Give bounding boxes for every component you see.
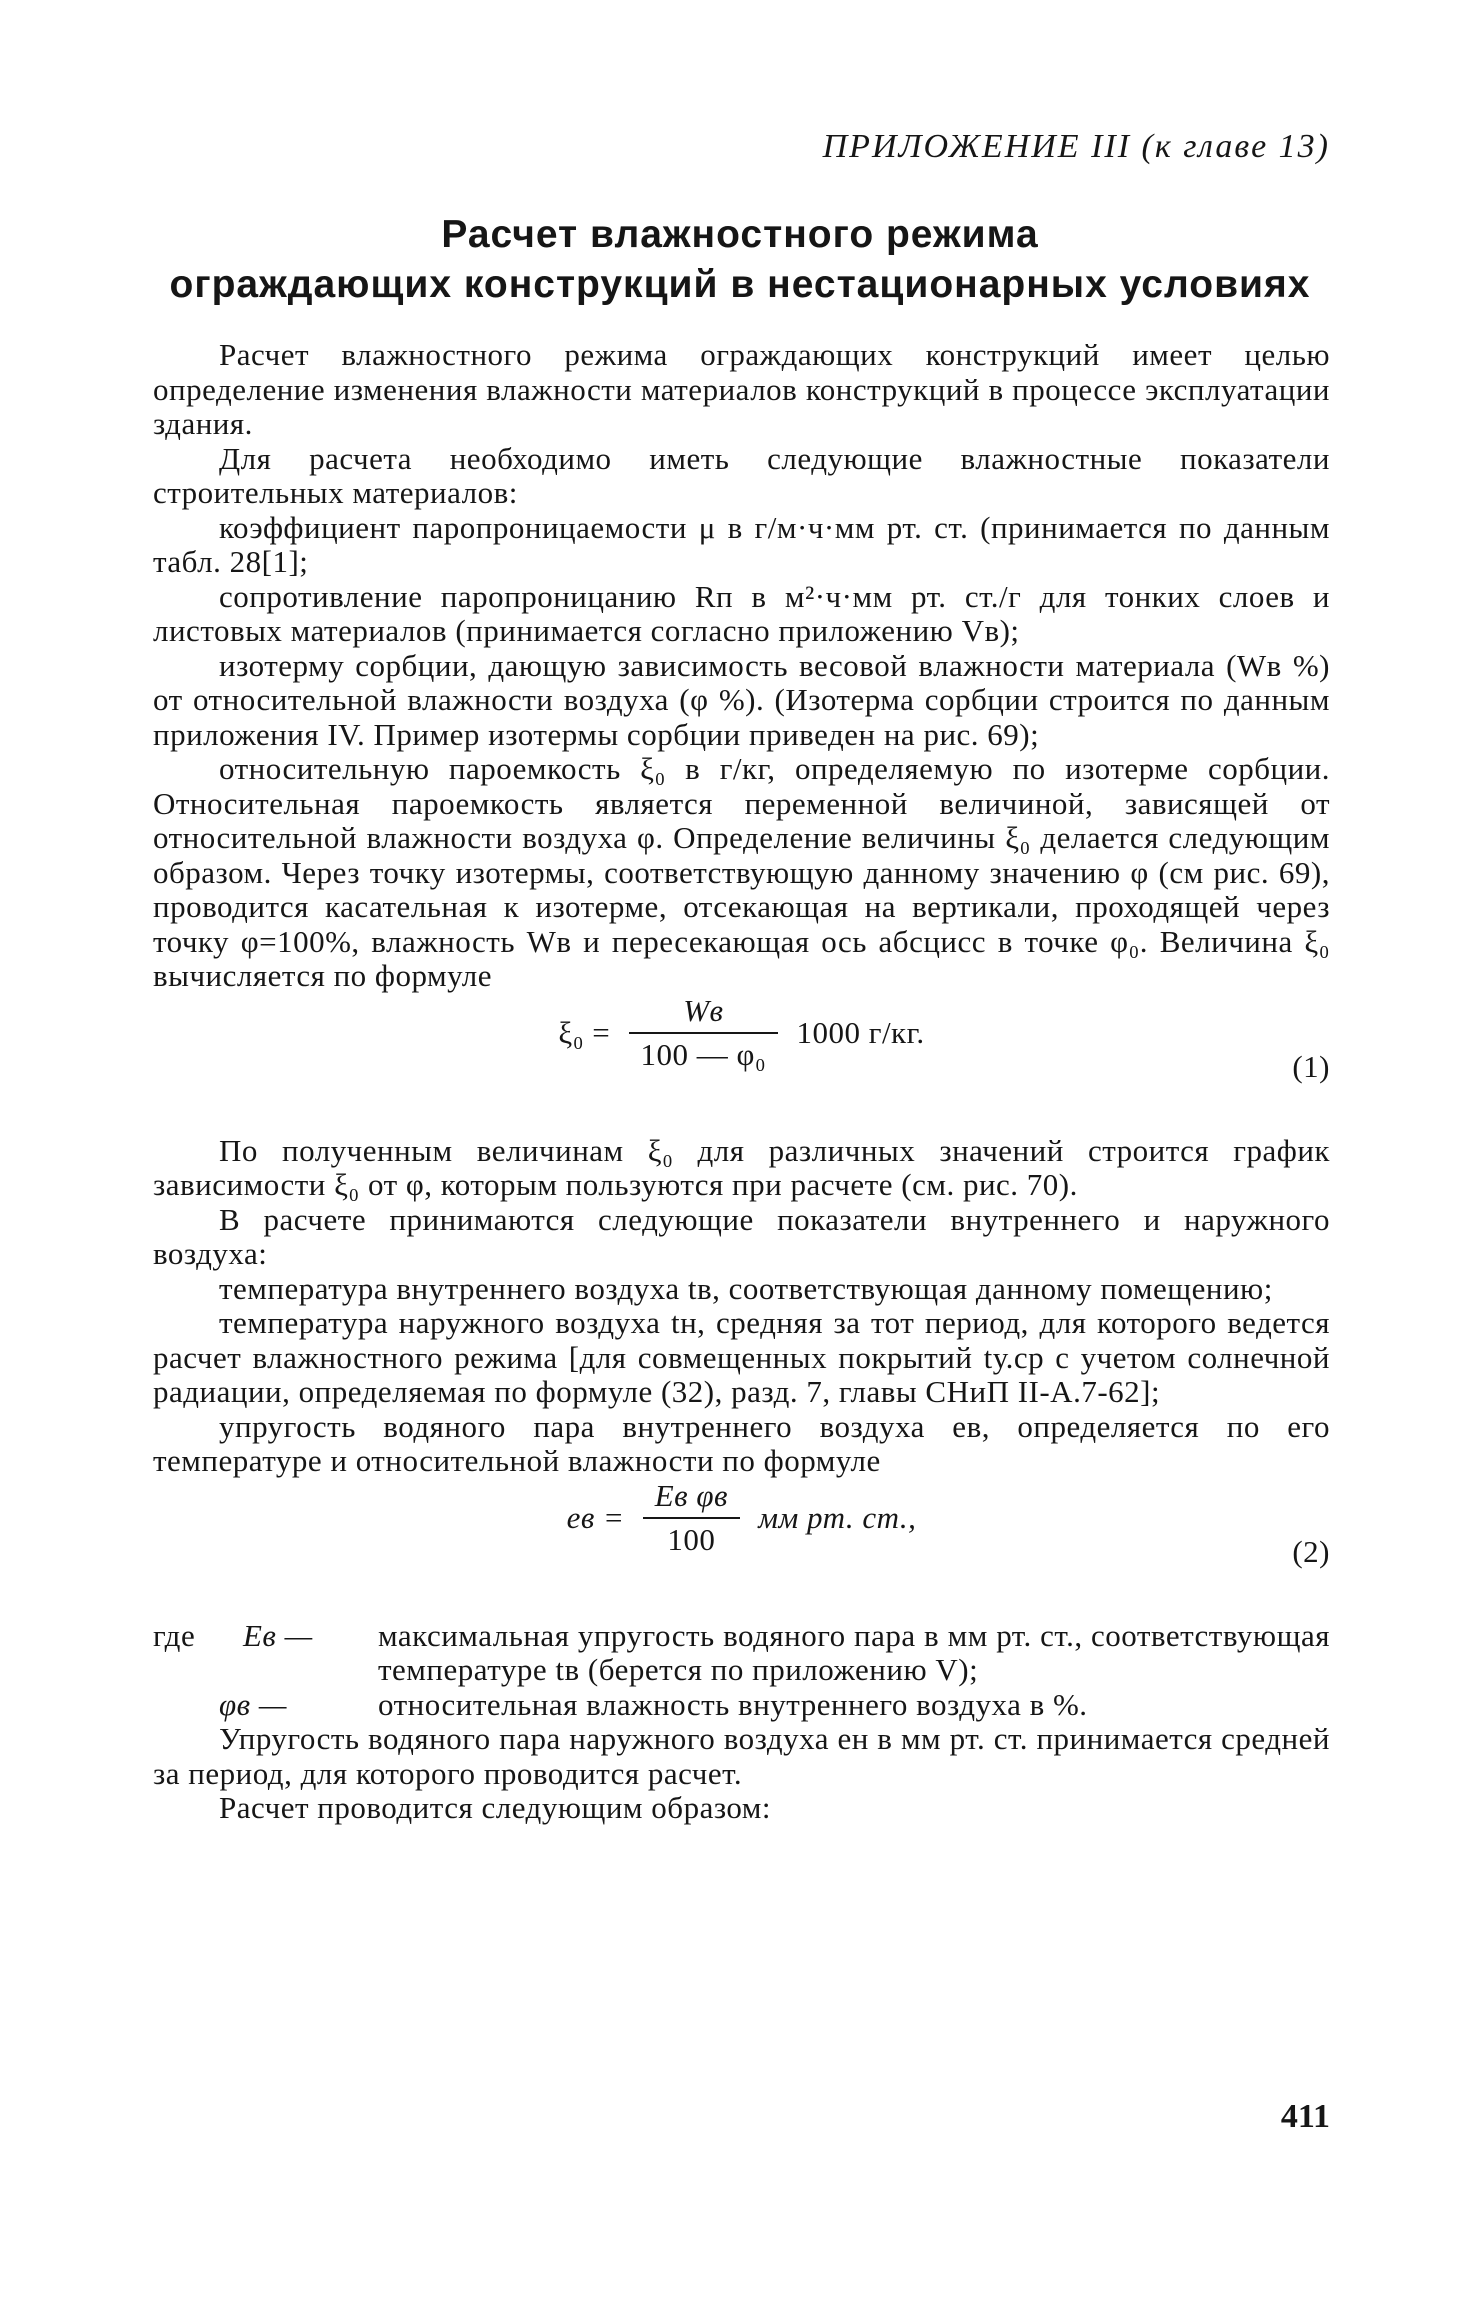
where-symbol-1: Eв — <box>243 1617 313 1653</box>
paragraph: Упругость водяного пара наружного воздуха eн в мм рт. ст. принимается средней за период, для которого проводится расчет. <box>153 1721 1330 1791</box>
title-line-1: Расчет влажностного режима <box>441 213 1039 256</box>
body-text <box>153 338 1330 1826</box>
where-symbol-2: φв — <box>219 1686 287 1722</box>
formula-2 <box>153 1479 1330 1619</box>
paragraph: температура наружного воздуха tн, средняя за тот период, для которого ведется расчет влажностного режима [для совмещенных покрытий tу.ср с учетом солнечной радиации, определяемая по формуле (32), разд. 7, главы СНиП II-А.7-62]; <box>153 1305 1330 1409</box>
paragraph: Для расчета необходимо иметь следующие влажностные показатели строительных материалов: <box>153 440 1330 510</box>
formula-1-fraction <box>629 994 779 1073</box>
paragraph: Расчет влажностного режима ограждающих конструкций имеет целью определение изменения влажности материалов конструкций в процессе эксплуатации здания. <box>153 337 1330 441</box>
formula-1-numerator: Wв <box>629 994 779 1035</box>
paragraph: температура внутреннего воздуха tв, соответствующая данному помещению; <box>219 1270 1273 1306</box>
paragraph: относительную пароемкость ξ₀ в г/кг, определяемую по изотерме сорбции. Относительная пароемкость является переменной величиной, зависящей от относительной влажности воздуха φ. Определение величины ξ₀ делается следующим образом. Через точку изотермы, соответствующую данному значению φ (см рис. 69), проводится касательная к изотерме, отсекающая на вертикали, проходящей через точку φ=100%, влажность Wв и пересекающая ось абсцисс в точке φ₀. Величина ξ₀ вычисляется по формуле <box>153 751 1330 993</box>
paragraph: упругость водяного пара внутреннего воздуха eв, определяется по его температуре и относительной влажности по формуле <box>153 1408 1330 1478</box>
page-title <box>140 210 1340 310</box>
paragraph: В расчете принимаются следующие показатели внутреннего и наружного воздуха: <box>153 1201 1330 1271</box>
formula-2-number: (2) <box>1292 1533 1330 1569</box>
formula-1 <box>153 994 1330 1134</box>
paragraph: Расчет проводится следующим образом: <box>219 1790 772 1825</box>
formula-2-fraction <box>643 1479 740 1558</box>
where-text-1: максимальная упругость водяного пара в мм рт. ст., соответствующая температуре tв (берется по приложению V); <box>378 1617 1330 1687</box>
title-line-2: ограждающих конструкций в нестационарных условиях <box>169 263 1311 306</box>
where-definition-2 <box>153 1688 1330 1723</box>
where-text-2: относительная влажность внутреннего воздуха в %. <box>378 1686 1088 1722</box>
paragraph: сопротивление паропроницанию Rп в м²·ч·мм рт. ст./г для тонких слоев и листовых материалов (принимается согласно приложению Vв); <box>153 578 1330 648</box>
formula-2-rhs: мм рт. ст., <box>758 1499 917 1535</box>
paragraph: изотерму сорбции, дающую зависимость весовой влажности материала (Wв %) от относительной влажности воздуха (φ %). (Изотерма сорбции строится по данным приложения IV. Пример изотермы сорбции приведен на рис. 69); <box>153 647 1330 752</box>
paragraph: коэффициент паропроницаемости μ в г/м·ч·мм рт. ст. (принимается по данным табл. 28[1]; <box>153 509 1330 579</box>
where-label: где <box>153 1617 196 1653</box>
appendix-heading: ПРИЛОЖЕНИЕ III (к главе 13) <box>822 128 1330 165</box>
paragraph: По полученным величинам ξ₀ для различных значений строится график зависимости ξ₀ от φ, которым пользуются при расчете (см. рис. 70). <box>153 1132 1330 1202</box>
formula-1-lhs: ξ₀ = <box>558 1014 611 1050</box>
formula-1-denominator: 100 — φ₀ <box>640 1037 767 1072</box>
formula-2-expression <box>153 1479 1330 1558</box>
formula-1-rhs: 1000 г/кг. <box>796 1014 925 1050</box>
formula-2-numerator: Eв φв <box>643 1479 740 1520</box>
formula-2-denominator: 100 <box>667 1522 716 1557</box>
formula-2-lhs: eв = <box>566 1499 625 1535</box>
formula-1-expression <box>153 994 1330 1073</box>
page-number: 411 <box>1280 2098 1330 2135</box>
formula-1-number: (1) <box>1292 1048 1330 1084</box>
where-definition-1 <box>153 1619 1330 1688</box>
